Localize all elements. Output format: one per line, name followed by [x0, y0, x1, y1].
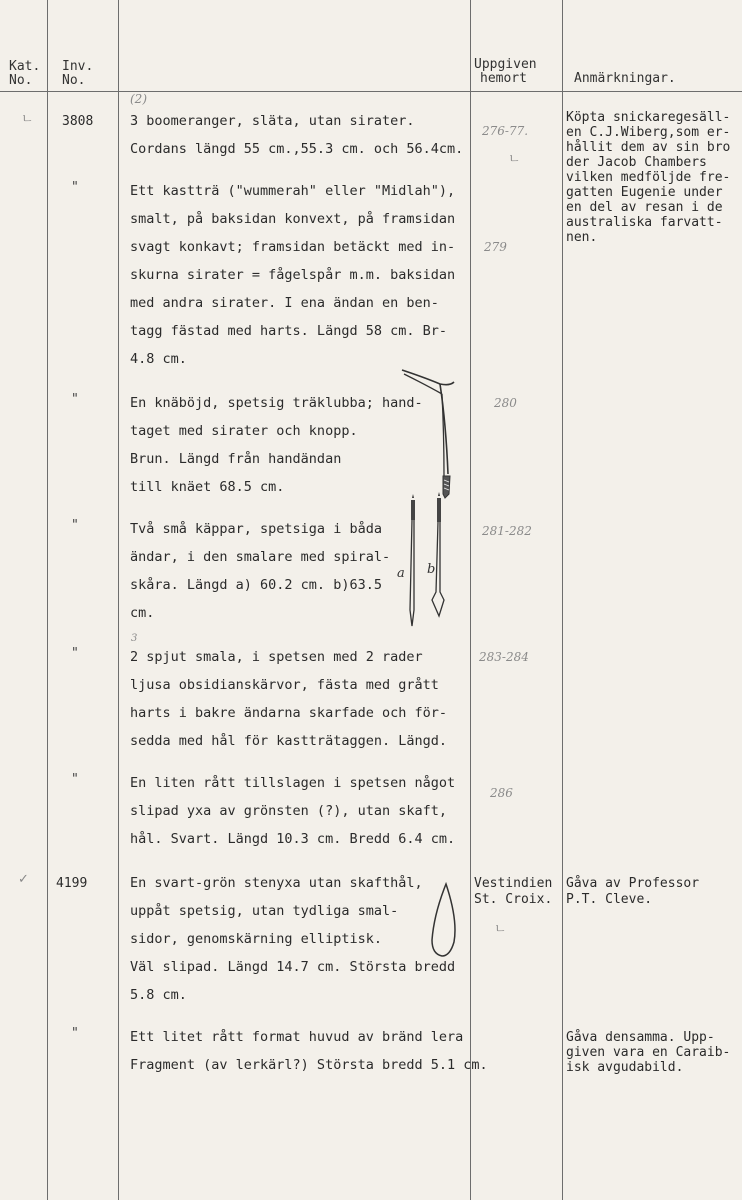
- entry-line: ändar, i den smalare med spiral-: [130, 549, 391, 565]
- entry-line: Fragment (av lerkärl?) Största bredd 5.1 cm.: [130, 1057, 488, 1073]
- inv-number: 3808: [62, 114, 94, 129]
- header-anmarkningar: Anmärkningar.: [574, 71, 676, 86]
- ditto-mark: ": [71, 1026, 79, 1041]
- pencil-count-note: (2): [130, 92, 147, 106]
- pencil-tick: ㄴ: [21, 112, 34, 127]
- entry-line: Väl slipad. Längd 14.7 cm. Största bredd: [130, 959, 456, 975]
- header-inv: Inv. No.: [62, 59, 94, 88]
- remark-line: P.T. Cleve.: [566, 892, 653, 907]
- remark-line: nen.: [566, 230, 598, 245]
- remark-line: gatten Eugenie under: [566, 185, 723, 200]
- entry-line: 5.8 cm.: [130, 987, 187, 1003]
- entry-line: cm.: [130, 605, 155, 621]
- remark-line: en C.J.Wiberg,som er-: [566, 125, 731, 140]
- remark-line: given vara en Caraib-: [566, 1045, 731, 1060]
- remark-line: en del av resan i de: [566, 200, 723, 215]
- entry-line: sidor, genomskärning elliptisk.: [130, 931, 382, 947]
- header-rule: [0, 91, 742, 92]
- entry-line: tagg fästad med harts. Längd 58 cm. Br-: [130, 323, 447, 339]
- remark-line: isk avgudabild.: [566, 1060, 684, 1075]
- column-rule: [562, 0, 563, 1200]
- entry-line: Två små käppar, spetsiga i båda: [130, 521, 382, 537]
- hemort-line: Vestindien: [474, 876, 553, 891]
- pencil-number: 286: [490, 786, 513, 800]
- pencil-correction-mark: 3: [131, 633, 138, 644]
- remark-line: Gåva densamma. Upp-: [566, 1030, 715, 1045]
- entry-line: skurna sirater = fågelspår m.m. baksidan: [130, 267, 456, 283]
- entry-line: med andra sirater. I ena ändan en ben-: [130, 295, 439, 311]
- inv-number: 4199: [56, 876, 88, 891]
- remark-line: der Jacob Chambers: [566, 155, 707, 170]
- entry-line: 2 spjut smala, i spetsen med 2 rader: [130, 649, 423, 665]
- entry-line: En liten rått tillslagen i spetsen något: [130, 775, 456, 791]
- entry-line: sedda med hål för kastträtaggen. Längd.: [130, 733, 447, 749]
- entry-line: 4.8 cm.: [130, 351, 187, 367]
- entry-line: ljusa obsidianskärvor, fästa med grått: [130, 677, 439, 693]
- pencil-number: 280: [494, 396, 517, 410]
- ditto-mark: ": [71, 646, 79, 661]
- entry-line: taget med sirater och knopp.: [130, 423, 358, 439]
- entry-line: uppåt spetsig, utan tydliga smal-: [130, 903, 399, 919]
- remark-line: Köpta snickaregesäll-: [566, 110, 731, 125]
- entry-line: harts i bakre ändarna skarfade och för-: [130, 705, 447, 721]
- entry-line: En knäböjd, spetsig träklubba; hand-: [130, 395, 423, 411]
- sticks-sketch: [396, 492, 456, 632]
- axe-sketch: [424, 880, 464, 960]
- entry-line: Cordans längd 55 cm.,55.3 cm. och 56.4cm.: [130, 141, 464, 157]
- pencil-number: 281-282: [482, 524, 532, 538]
- header-uppgiven-hemort: Uppgiven hemort: [474, 57, 537, 86]
- remark-line: hållit dem av sin bro: [566, 140, 731, 155]
- entry-line: smalt, på baksidan konvext, på framsidan: [130, 211, 456, 227]
- club-sketch: [398, 364, 462, 504]
- figure-label-a: a: [397, 566, 405, 581]
- entry-line: En svart-grön stenyxa utan skafthål,: [130, 875, 423, 891]
- header-kat: Kat. No.: [9, 59, 41, 88]
- remark-line: Gåva av Professor: [566, 876, 700, 891]
- pencil-number: 283-284: [479, 650, 529, 664]
- ditto-mark: ": [71, 392, 79, 407]
- remark-line: australiska farvatt-: [566, 215, 723, 230]
- entry-line: slipad yxa av grönsten (?), utan skaft,: [130, 803, 447, 819]
- column-rule: [118, 0, 119, 1200]
- entry-line: Brun. Längd från handändan: [130, 451, 342, 467]
- entry-line: hål. Svart. Längd 10.3 cm. Bredd 6.4 cm.: [130, 831, 456, 847]
- pencil-tick: ㄴ: [494, 922, 507, 937]
- entry-line: skåra. Längd a) 60.2 cm. b)63.5: [130, 577, 382, 593]
- column-rule: [470, 0, 471, 1200]
- entry-line: svagt konkavt; framsidan betäckt med in-: [130, 239, 456, 255]
- pencil-number: 279: [484, 240, 507, 254]
- hemort-line: St. Croix.: [474, 892, 553, 907]
- ditto-mark: ": [71, 772, 79, 787]
- entry-line: Ett litet rått format huvud av bränd lera: [130, 1029, 464, 1045]
- entry-line: Ett kastträ ("wummerah" eller "Midlah"),: [130, 183, 456, 199]
- entry-line: till knäet 68.5 cm.: [130, 479, 285, 495]
- remark-line: vilken medföljde fre-: [566, 170, 731, 185]
- ditto-mark: ": [71, 518, 79, 533]
- pencil-tick: ✓: [18, 872, 29, 887]
- column-rule: [47, 0, 48, 1200]
- pencil-tick: ㄴ: [508, 152, 521, 167]
- figure-label-b: b: [427, 562, 436, 577]
- ditto-mark: ": [71, 180, 79, 195]
- entry-line: 3 boomeranger, släta, utan sirater.: [130, 113, 415, 129]
- pencil-number: 276-77.: [482, 124, 529, 138]
